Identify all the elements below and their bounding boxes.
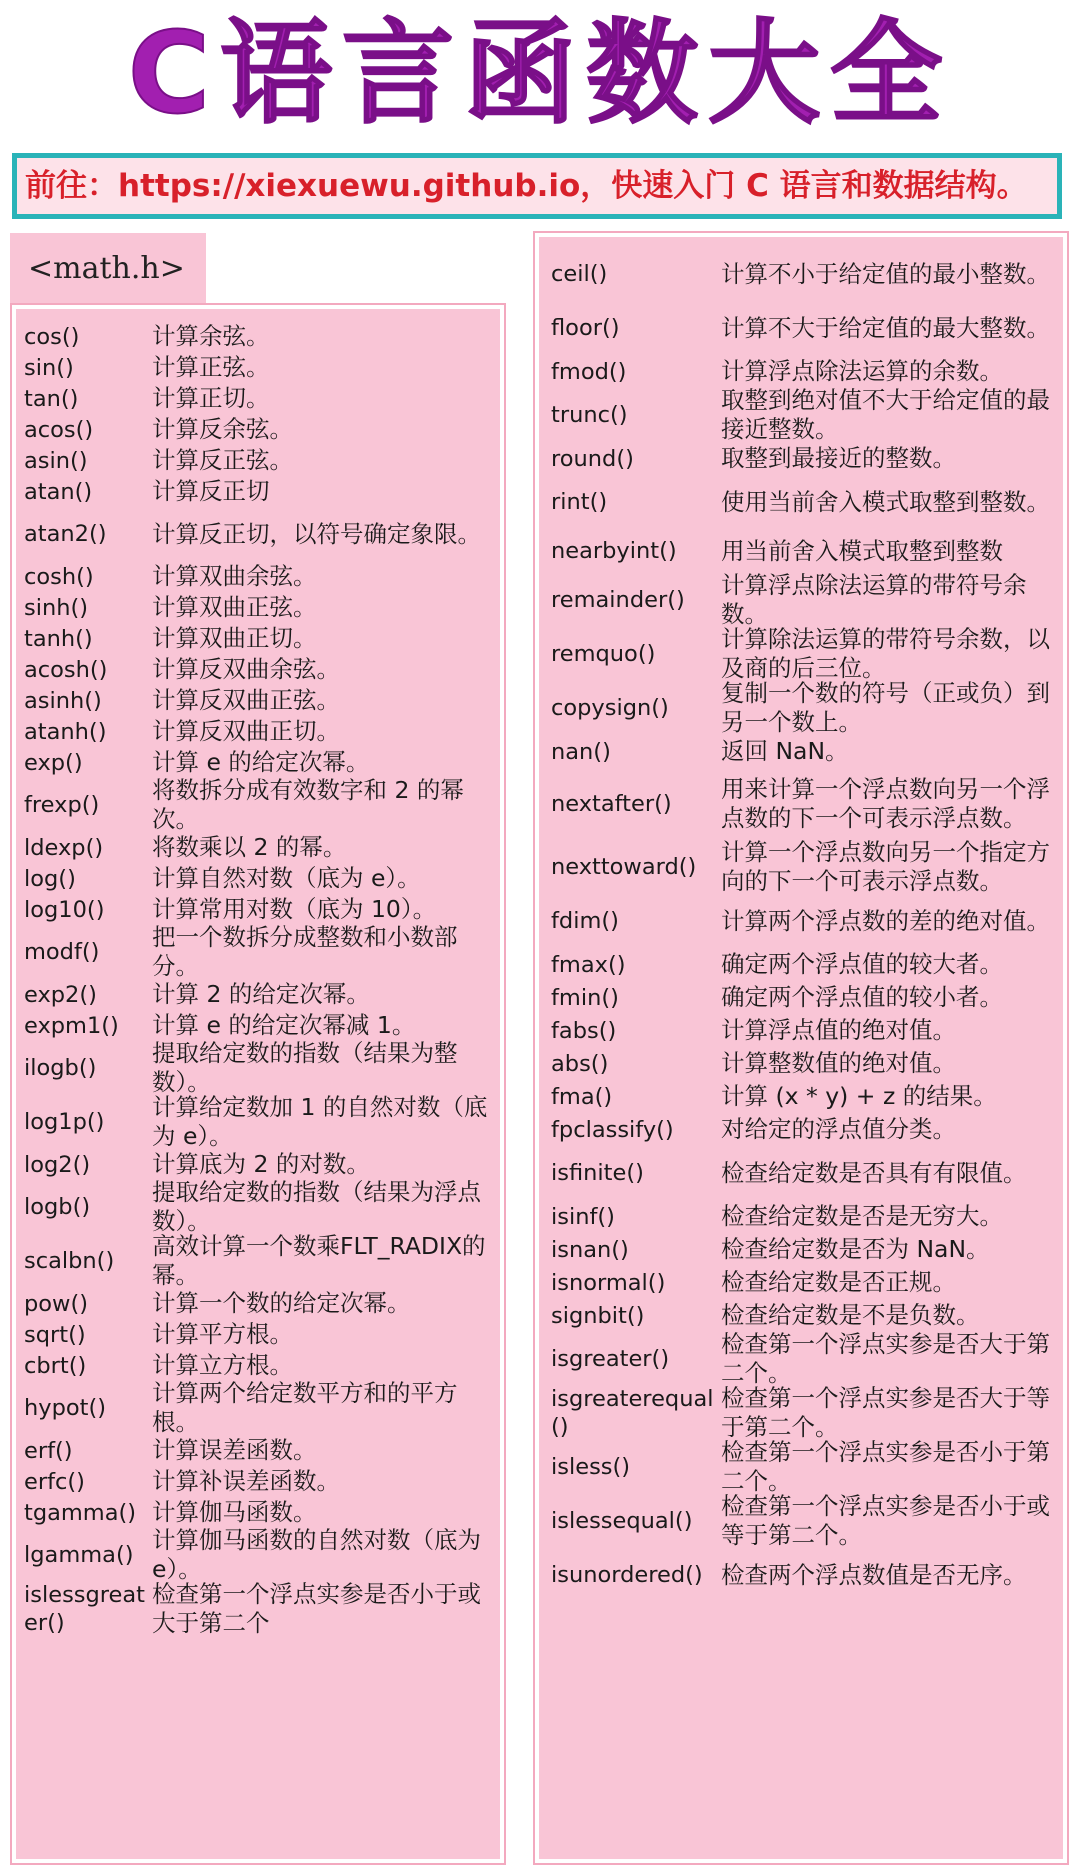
function-description: 计算自然对数（底为 e）。 bbox=[152, 864, 421, 892]
function-name: islessgreater() bbox=[24, 1582, 146, 1636]
function-description: 计算不大于给定值的最大整数。 bbox=[721, 313, 1050, 342]
function-description: 计算误差函数。 bbox=[152, 1436, 317, 1464]
function-name: isinf() bbox=[551, 1203, 615, 1230]
function-description: 计算余弦。 bbox=[152, 322, 270, 350]
function-row bbox=[16, 1234, 500, 1288]
function-name: nan() bbox=[551, 738, 611, 765]
function-row bbox=[16, 1350, 500, 1381]
function-name: fmod() bbox=[551, 358, 627, 385]
function-name: fdim() bbox=[551, 908, 619, 934]
function-row bbox=[539, 301, 1063, 355]
function-name: asinh() bbox=[24, 687, 102, 714]
function-name: hypot() bbox=[24, 1395, 107, 1421]
function-description: 计算双曲正切。 bbox=[152, 624, 317, 652]
function-row bbox=[16, 894, 500, 925]
function-row bbox=[539, 1548, 1063, 1602]
function-row bbox=[539, 981, 1063, 1014]
function-description: 计算伽马函数。 bbox=[152, 1498, 317, 1526]
function-name: nexttoward() bbox=[551, 854, 697, 880]
function-row bbox=[16, 476, 500, 507]
function-name: isunordered() bbox=[551, 1562, 703, 1588]
function-description: 计算补误差函数。 bbox=[152, 1467, 340, 1495]
function-name: lgamma() bbox=[24, 1542, 134, 1568]
function-row bbox=[16, 445, 500, 476]
function-description: 计算反双曲正切。 bbox=[152, 717, 340, 745]
function-name: atan() bbox=[24, 478, 93, 505]
function-description: 检查第一个浮点实参是否大于第二个。 bbox=[721, 1330, 1050, 1387]
function-row bbox=[16, 1381, 500, 1435]
function-name: cos() bbox=[24, 323, 80, 350]
function-description: 计算常用对数（底为 10）。 bbox=[152, 895, 437, 923]
function-row bbox=[16, 1095, 500, 1149]
function-description: 检查第一个浮点实参是否小于或等于第二个。 bbox=[721, 1492, 1050, 1549]
function-description: 检查第一个浮点实参是否小于或大于第二个 bbox=[152, 1580, 481, 1637]
function-description: 计算立方根。 bbox=[152, 1351, 293, 1379]
function-name: nearbyint() bbox=[551, 538, 677, 564]
function-name: isnormal() bbox=[551, 1269, 666, 1296]
function-description: 将数拆分成有效数字和 2 的幂次。 bbox=[152, 776, 464, 833]
function-description: 计算 e 的给定次幂减 1。 bbox=[152, 1011, 416, 1039]
function-description: 计算正切。 bbox=[152, 384, 270, 412]
function-row bbox=[539, 1200, 1063, 1233]
function-description: 检查给定数是否是无穷大。 bbox=[721, 1202, 1003, 1230]
function-row bbox=[16, 1582, 500, 1636]
function-name: expm1() bbox=[24, 1012, 119, 1039]
function-row bbox=[539, 388, 1063, 442]
function-row bbox=[539, 442, 1063, 475]
function-description: 计算浮点值的绝对值。 bbox=[721, 1016, 956, 1044]
function-name: acosh() bbox=[24, 656, 108, 683]
function-name: tan() bbox=[24, 385, 79, 412]
function-description: 计算双曲正弦。 bbox=[152, 593, 317, 621]
page-title: C语言函数大全 bbox=[127, 9, 953, 139]
function-description: 计算反正切，以符号确定象限。 bbox=[152, 519, 481, 548]
function-description: 取整到绝对值不大于给定值的最接近整数。 bbox=[721, 386, 1050, 443]
function-row bbox=[539, 1080, 1063, 1113]
function-description: 计算反双曲正弦。 bbox=[152, 686, 340, 714]
function-description: 检查第一个浮点实参是否大于等于第二个。 bbox=[721, 1384, 1050, 1441]
function-name: fma() bbox=[551, 1083, 613, 1110]
function-row bbox=[539, 475, 1063, 529]
function-description: 计算不小于给定值的最小整数。 bbox=[721, 259, 1050, 288]
function-row bbox=[16, 1497, 500, 1528]
function-description: 检查给定数是否正规。 bbox=[721, 1268, 956, 1296]
function-name: fmax() bbox=[551, 951, 626, 978]
function-description: 检查给定数是否具有有限值。 bbox=[721, 1158, 1027, 1187]
function-description: 确定两个浮点值的较小者。 bbox=[721, 983, 1003, 1011]
function-row bbox=[539, 1332, 1063, 1386]
function-description: 把一个数拆分成整数和小数部分。 bbox=[152, 923, 458, 980]
function-row bbox=[539, 1014, 1063, 1047]
function-description: 用来计算一个浮点数向另一个浮点数的下一个可表示浮点数。 bbox=[721, 775, 1050, 832]
function-name: ldexp() bbox=[24, 834, 104, 861]
function-description: 计算一个数的给定次幂。 bbox=[152, 1289, 411, 1317]
function-description: 将数乘以 2 的幂。 bbox=[152, 833, 347, 861]
function-row bbox=[539, 1494, 1063, 1548]
function-row bbox=[16, 321, 500, 352]
function-name: modf() bbox=[24, 939, 100, 965]
function-row bbox=[16, 863, 500, 894]
function-row bbox=[16, 685, 500, 716]
function-name: remainder() bbox=[551, 587, 685, 613]
function-name: rint() bbox=[551, 489, 608, 515]
function-name: cosh() bbox=[24, 563, 94, 590]
function-row bbox=[16, 592, 500, 623]
function-description: 计算 2 的给定次幂。 bbox=[152, 980, 370, 1008]
function-name: log() bbox=[24, 865, 76, 892]
function-row bbox=[16, 832, 500, 863]
function-row bbox=[16, 507, 500, 561]
function-row bbox=[16, 1010, 500, 1041]
function-row bbox=[16, 1288, 500, 1319]
function-row bbox=[16, 1435, 500, 1466]
function-name: log2() bbox=[24, 1151, 91, 1178]
function-name: nextafter() bbox=[551, 791, 672, 817]
function-description: 检查给定数是不是负数。 bbox=[721, 1301, 980, 1329]
function-name: islessequal() bbox=[551, 1508, 693, 1534]
function-description: 计算双曲余弦。 bbox=[152, 562, 317, 590]
function-description: 复制一个数的符号（正或负）到另一个数上。 bbox=[721, 679, 1050, 736]
function-name: tanh() bbox=[24, 625, 93, 652]
function-description: 提取给定数的指数（结果为整数）。 bbox=[152, 1039, 458, 1096]
function-name: scalbn() bbox=[24, 1248, 115, 1274]
function-name: erfc() bbox=[24, 1468, 85, 1495]
function-row bbox=[16, 1319, 500, 1350]
function-row bbox=[539, 1233, 1063, 1266]
function-description: 计算浮点除法运算的带符号余数。 bbox=[721, 571, 1027, 628]
function-description: 确定两个浮点值的较大者。 bbox=[721, 950, 1003, 978]
function-name: exp() bbox=[24, 749, 83, 776]
function-name: remquo() bbox=[551, 641, 656, 667]
function-row bbox=[539, 840, 1063, 894]
function-row bbox=[16, 654, 500, 685]
function-name: isgreater() bbox=[551, 1346, 670, 1372]
function-description: 对给定的浮点值分类。 bbox=[721, 1115, 956, 1143]
function-row bbox=[539, 247, 1063, 301]
function-name: cbrt() bbox=[24, 1352, 87, 1379]
function-description: 计算反正切 bbox=[152, 477, 270, 505]
function-name: copysign() bbox=[551, 695, 669, 721]
function-row bbox=[16, 778, 500, 832]
function-row bbox=[539, 529, 1063, 573]
function-description: 计算反双曲余弦。 bbox=[152, 655, 340, 683]
function-name: acos() bbox=[24, 416, 94, 443]
function-description: 返回 NaN。 bbox=[721, 737, 849, 765]
function-row bbox=[16, 352, 500, 383]
function-description: 检查两个浮点数值是否无序。 bbox=[721, 1560, 1027, 1589]
function-name: floor() bbox=[551, 315, 620, 341]
function-row bbox=[16, 747, 500, 778]
function-description: 用当前舍入模式取整到整数 bbox=[721, 536, 1003, 565]
function-name: trunc() bbox=[551, 402, 628, 428]
function-description: 使用当前舍入模式取整到整数。 bbox=[721, 487, 1050, 516]
function-row bbox=[539, 573, 1063, 627]
function-row bbox=[539, 768, 1063, 840]
function-row bbox=[16, 979, 500, 1010]
function-row bbox=[16, 561, 500, 592]
function-name: isfinite() bbox=[551, 1160, 644, 1186]
function-row bbox=[539, 894, 1063, 948]
function-name: sinh() bbox=[24, 594, 89, 621]
function-row bbox=[16, 383, 500, 414]
function-name: logb() bbox=[24, 1194, 91, 1220]
function-row bbox=[539, 1266, 1063, 1299]
function-name: atan2() bbox=[24, 521, 107, 547]
function-name: isnan() bbox=[551, 1236, 629, 1263]
left-function-list bbox=[12, 305, 504, 1863]
function-description: 计算 (x * y) + z 的结果。 bbox=[721, 1082, 997, 1110]
function-name: atanh() bbox=[24, 718, 107, 745]
function-row bbox=[539, 681, 1063, 735]
function-row bbox=[16, 925, 500, 979]
tutorial-link-banner[interactable]: 前往：https://xiexuewu.github.io，快速入门 C 语言和数据结构。 bbox=[12, 153, 1062, 219]
function-row bbox=[539, 355, 1063, 388]
function-row bbox=[16, 1528, 500, 1582]
function-description: 计算伽马函数的自然对数（底为 e）。 bbox=[152, 1526, 481, 1583]
function-row bbox=[539, 1113, 1063, 1146]
function-name: abs() bbox=[551, 1050, 609, 1077]
function-description: 检查第一个浮点实参是否小于第二个。 bbox=[721, 1438, 1050, 1495]
function-row bbox=[539, 1440, 1063, 1494]
function-description: 计算给定数加 1 的自然对数（底为 e）。 bbox=[152, 1093, 488, 1150]
function-name: round() bbox=[551, 445, 634, 472]
function-description: 计算浮点除法运算的余数。 bbox=[721, 357, 1003, 385]
function-description: 计算整数值的绝对值。 bbox=[721, 1049, 956, 1077]
function-name: frexp() bbox=[24, 792, 100, 818]
function-description: 取整到最接近的整数。 bbox=[721, 444, 956, 472]
function-name: fabs() bbox=[551, 1017, 617, 1044]
function-name: ilogb() bbox=[24, 1055, 97, 1081]
function-row bbox=[539, 735, 1063, 768]
function-row bbox=[16, 1041, 500, 1095]
function-row bbox=[16, 1466, 500, 1497]
function-row bbox=[16, 1180, 500, 1234]
function-name: fmin() bbox=[551, 984, 619, 1011]
function-row bbox=[539, 627, 1063, 681]
function-row bbox=[16, 1149, 500, 1180]
function-name: ceil() bbox=[551, 261, 608, 287]
function-description: 计算反正弦。 bbox=[152, 446, 293, 474]
function-row bbox=[539, 1047, 1063, 1080]
function-name: signbit() bbox=[551, 1302, 645, 1329]
function-name: isgreaterequal() bbox=[551, 1386, 714, 1440]
function-description: 计算正弦。 bbox=[152, 353, 270, 381]
function-description: 检查给定数是否为 NaN。 bbox=[721, 1235, 990, 1263]
function-row bbox=[16, 414, 500, 445]
function-description: 计算反余弦。 bbox=[152, 415, 293, 443]
function-row bbox=[539, 1146, 1063, 1200]
function-description: 计算底为 2 的对数。 bbox=[152, 1150, 370, 1178]
function-name: log1p() bbox=[24, 1109, 105, 1135]
section-tab-math-h: <math.h> bbox=[10, 233, 206, 305]
function-description: 提取给定数的指数（结果为浮点数）。 bbox=[152, 1178, 481, 1235]
function-name: sqrt() bbox=[24, 1321, 86, 1348]
function-row bbox=[539, 1386, 1063, 1440]
function-description: 计算一个浮点数向另一个指定方向的下一个可表示浮点数。 bbox=[721, 838, 1050, 895]
function-description: 计算两个浮点数的差的绝对值。 bbox=[721, 906, 1050, 935]
function-description: 高效计算一个数乘FLT_RADIX的幂。 bbox=[152, 1232, 486, 1289]
function-name: sin() bbox=[24, 354, 74, 381]
function-name: log10() bbox=[24, 896, 105, 923]
function-description: 计算两个给定数平方和的平方根。 bbox=[152, 1379, 458, 1436]
function-name: tgamma() bbox=[24, 1499, 137, 1526]
function-name: erf() bbox=[24, 1437, 73, 1464]
function-name: isless() bbox=[551, 1454, 631, 1480]
right-function-list bbox=[535, 233, 1067, 1863]
function-description: 计算 e 的给定次幂。 bbox=[152, 748, 370, 776]
function-name: exp2() bbox=[24, 981, 97, 1008]
function-name: pow() bbox=[24, 1290, 89, 1317]
function-row bbox=[539, 1299, 1063, 1332]
function-row bbox=[16, 716, 500, 747]
function-description: 计算平方根。 bbox=[152, 1320, 293, 1348]
function-name: asin() bbox=[24, 447, 88, 474]
function-description: 计算除法运算的带符号余数，以及商的后三位。 bbox=[721, 625, 1050, 682]
function-name: fpclassify() bbox=[551, 1116, 674, 1143]
function-row bbox=[16, 623, 500, 654]
function-row bbox=[539, 948, 1063, 981]
